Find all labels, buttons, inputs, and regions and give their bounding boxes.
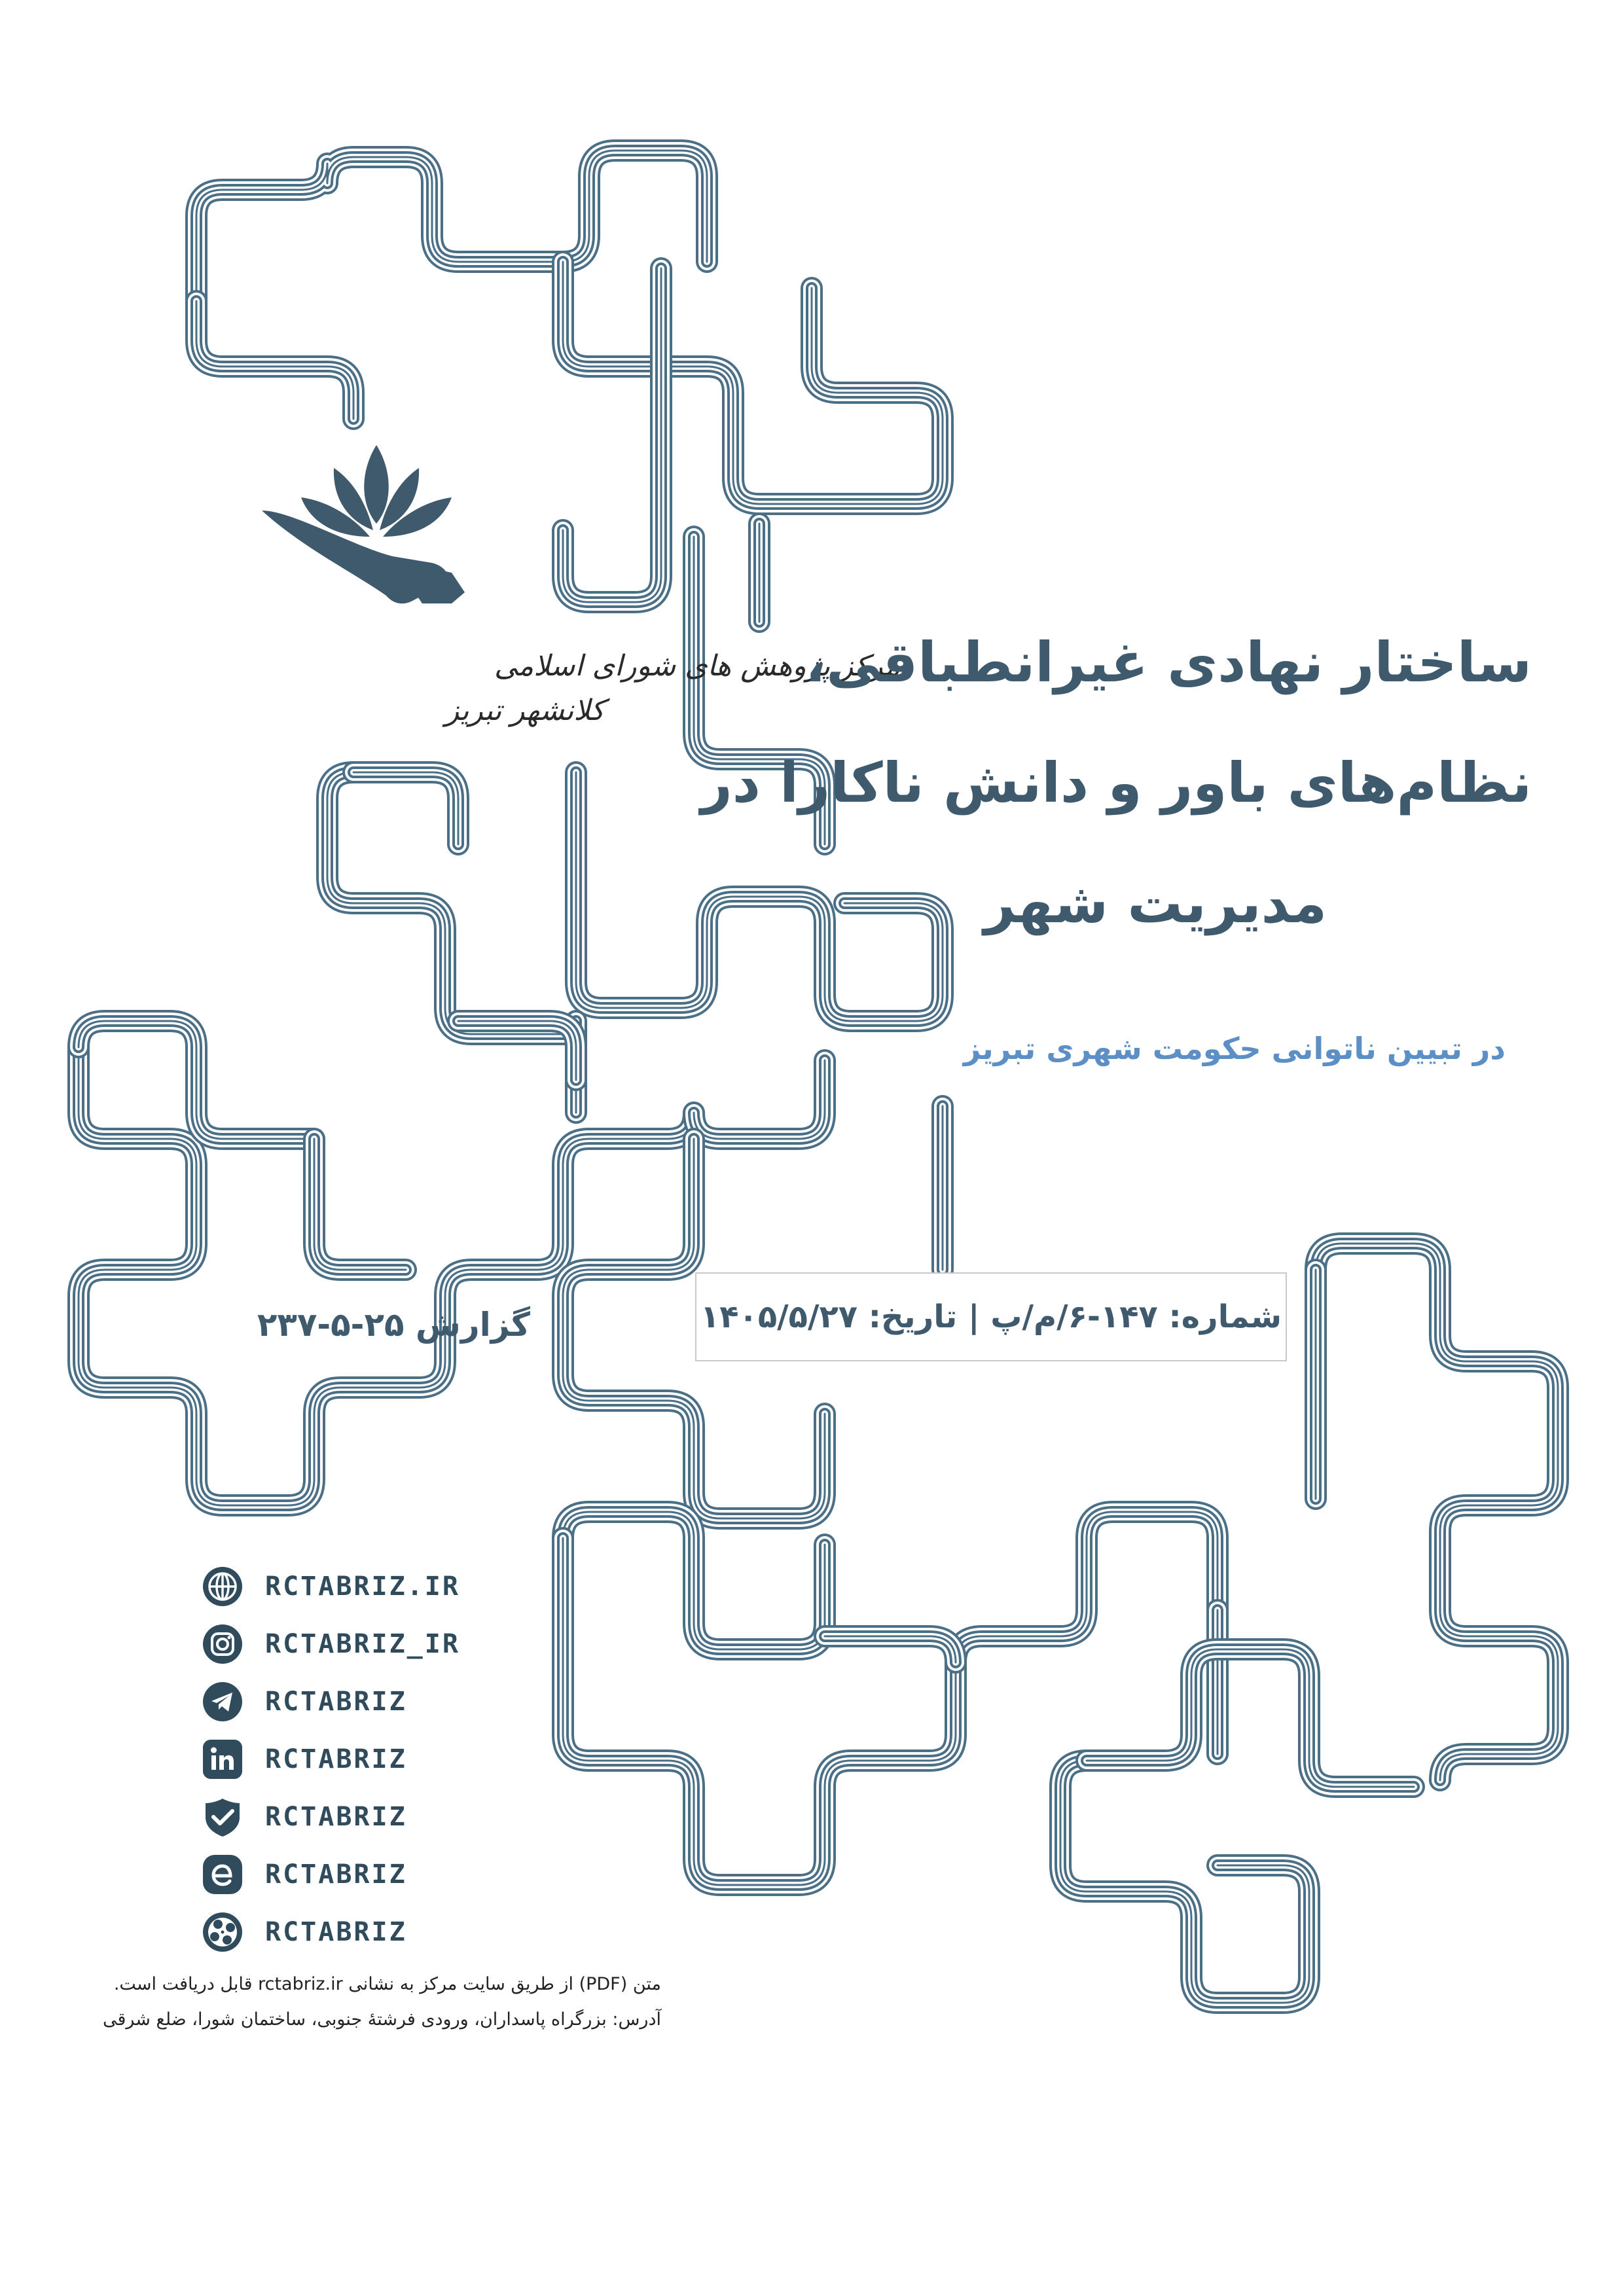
maze-path: [694, 1060, 825, 1139]
logo-org-line1: مرکز پژوهش های شورای اسلامی: [494, 649, 901, 683]
title-line-3: مدیریت شهر: [983, 871, 1327, 935]
report-number: گزارش ۲۵-۵-۲۳۷: [257, 1306, 530, 1344]
maze-path: [825, 1636, 956, 1662]
lotus-pen-logo-icon: [262, 445, 465, 603]
organization-logo: [255, 432, 901, 740]
maze-path: [1316, 1244, 1558, 1780]
title-line-2: نظام‌های باور و دانش ناکارا در: [700, 751, 1532, 815]
linkedin-icon: [200, 1736, 245, 1782]
footer-address: آدرس: بزرگراه پاسداران، ورودی فرشتهٔ جنوبی، ساختمان شورا، ضلع شرقی: [102, 2009, 661, 2030]
telegram-icon: [200, 1679, 245, 1725]
instagram-icon: [200, 1621, 245, 1667]
social-virasty[interactable]: [200, 1788, 566, 1846]
maze-path: [196, 151, 707, 301]
maze-path: [563, 268, 661, 602]
social-label: RCTABRIZ: [265, 1917, 407, 1947]
maze-path: [563, 262, 943, 504]
report-subtitle: در تبیین ناتوانی حکومت شهری تبریز: [963, 1031, 1506, 1066]
footer-pdf-note: متن (PDF) از طریق سایت مرکز به نشانی rctabriz.ir قابل دریافت است.: [113, 1974, 661, 1994]
social-label: RCTABRIZ_IR: [265, 1629, 460, 1659]
social-label: RCTABRIZ: [265, 1687, 407, 1717]
maze-path: [353, 772, 458, 844]
social-eitaa[interactable]: [200, 1846, 566, 1903]
maze-path: [563, 1512, 1218, 1885]
social-label: RCTABRIZ.IR: [265, 1571, 460, 1602]
maze-path: [563, 1512, 825, 1649]
globe-icon: [200, 1564, 245, 1609]
social-aparat[interactable]: [200, 1903, 566, 1961]
maze-path: [79, 1021, 314, 1139]
aparat-icon: [200, 1909, 245, 1955]
social-instagram[interactable]: [200, 1615, 566, 1673]
social-label: RCTABRIZ: [265, 1802, 407, 1832]
social-telegram[interactable]: [200, 1673, 566, 1731]
virasty-icon: [200, 1794, 245, 1840]
maze-path: [458, 1021, 576, 1080]
maze-path: [314, 1139, 406, 1270]
footer-notes: [65, 1967, 661, 2037]
social-label: RCTABRIZ: [265, 1744, 407, 1774]
social-linkedin[interactable]: [200, 1731, 566, 1788]
report-title: [700, 630, 1551, 996]
eitaa-icon: [200, 1852, 245, 1897]
logo-org-line2: کلانشهر تبریز: [445, 694, 605, 727]
title-line-1: ساختار نهادی غیرانطباقی،: [805, 630, 1532, 694]
social-links: [200, 1558, 566, 1961]
maze-path: [1060, 1761, 1309, 2003]
maze-path: [196, 301, 353, 419]
social-website[interactable]: [200, 1558, 566, 1615]
number-date-box: شماره: ۱۴۷-۶/م/پ | تاریخ: ۱۴۰۵/۵/۲۷: [695, 1272, 1287, 1361]
social-label: RCTABRIZ: [265, 1859, 407, 1890]
maze-path: [1087, 1649, 1414, 1787]
